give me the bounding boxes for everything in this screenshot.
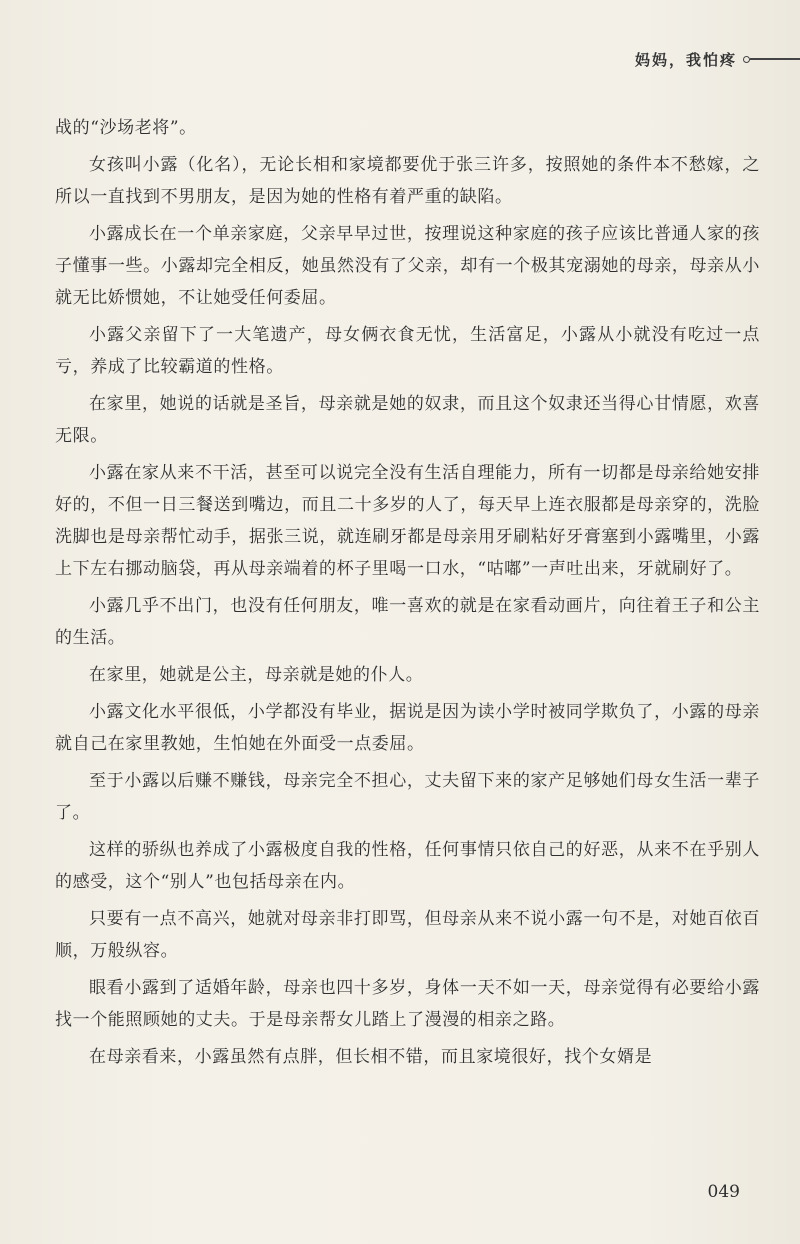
paragraph: 在家里，她说的话就是圣旨，母亲就是她的奴隶，而且这个奴隶还当得心甘情愿，欢喜无限。 xyxy=(55,394,760,446)
paragraph: 至于小露以后赚不赚钱，母亲完全不担心，丈夫留下来的家产足够她们母女生活一辈子了。 xyxy=(55,771,760,823)
header-ornament xyxy=(743,56,800,63)
paragraph: 小露父亲留下了一大笔遗产，母女俩衣食无忧，生活富足，小露从小就没有吃过一点亏，养成了比较霸道的性格。 xyxy=(55,325,760,377)
paragraph: 小露在家从来不干活，甚至可以说完全没有生活自理能力，所有一切都是母亲给她安排好的，不但一日三餐送到嘴边，而且二十多岁的人了，每天早上连衣服都是母亲穿的，洗脸洗脚也是母亲帮忙动手，据张三说，就连刷牙都是母亲用牙刷粘好牙膏塞到小露嘴里，小露上下左右挪动脑袋，再从母亲端着的杯子里喝一口水，“咕嘟”一声吐出来，牙就刷好了。 xyxy=(55,463,760,579)
paragraph: 战的“沙场老将”。 xyxy=(55,118,197,138)
running-header xyxy=(635,44,800,74)
paragraph: 女孩叫小露（化名），无论长相和家境都要优于张三许多，按照她的条件本不愁嫁，之所以一直找到不男朋友，是因为她的性格有着严重的缺陷。 xyxy=(55,155,760,207)
paragraph: 小露文化水平很低，小学都没有毕业，据说是因为读小学时被同学欺负了，小露的母亲就自己在家里教她，生怕她在外面受一点委屈。 xyxy=(55,702,760,754)
page-number: 049 xyxy=(707,1182,740,1202)
header-title: 妈妈，我怕疼 xyxy=(634,50,737,69)
paragraph: 在家里，她就是公主，母亲就是她的仆人。 xyxy=(89,665,424,685)
paragraph: 眼看小露到了适婚年龄，母亲也四十多岁，身体一天不如一天，母亲觉得有必要给小露找一个能照顾她的丈夫。于是母亲帮女儿踏上了漫漫的相亲之路。 xyxy=(55,978,760,1030)
paragraph: 这样的骄纵也养成了小露极度自我的性格，任何事情只依自己的好恶，从来不在乎别人的感受，这个“别人”也包括母亲在内。 xyxy=(55,840,760,892)
paragraph: 小露成长在一个单亲家庭，父亲早早过世，按理说这种家庭的孩子应该比普通人家的孩子懂事一些。小露却完全相反，她虽然没有了父亲，却有一个极其宠溺她的母亲，母亲从小就无比娇惯她，不让她受任何委屈。 xyxy=(55,224,760,308)
body-text xyxy=(55,112,760,1078)
circle-ornament-icon xyxy=(743,56,750,63)
header-rule xyxy=(750,58,800,60)
paragraph: 在母亲看来，小露虽然有点胖，但长相不错，而且家境很好，找个女婿是 xyxy=(89,1047,653,1067)
paragraph: 小露几乎不出门，也没有任何朋友，唯一喜欢的就是在家看动画片，向往着王子和公主的生活。 xyxy=(55,596,760,648)
paragraph: 只要有一点不高兴，她就对母亲非打即骂，但母亲从来不说小露一句不是，对她百依百顺，万般纵容。 xyxy=(55,909,760,961)
